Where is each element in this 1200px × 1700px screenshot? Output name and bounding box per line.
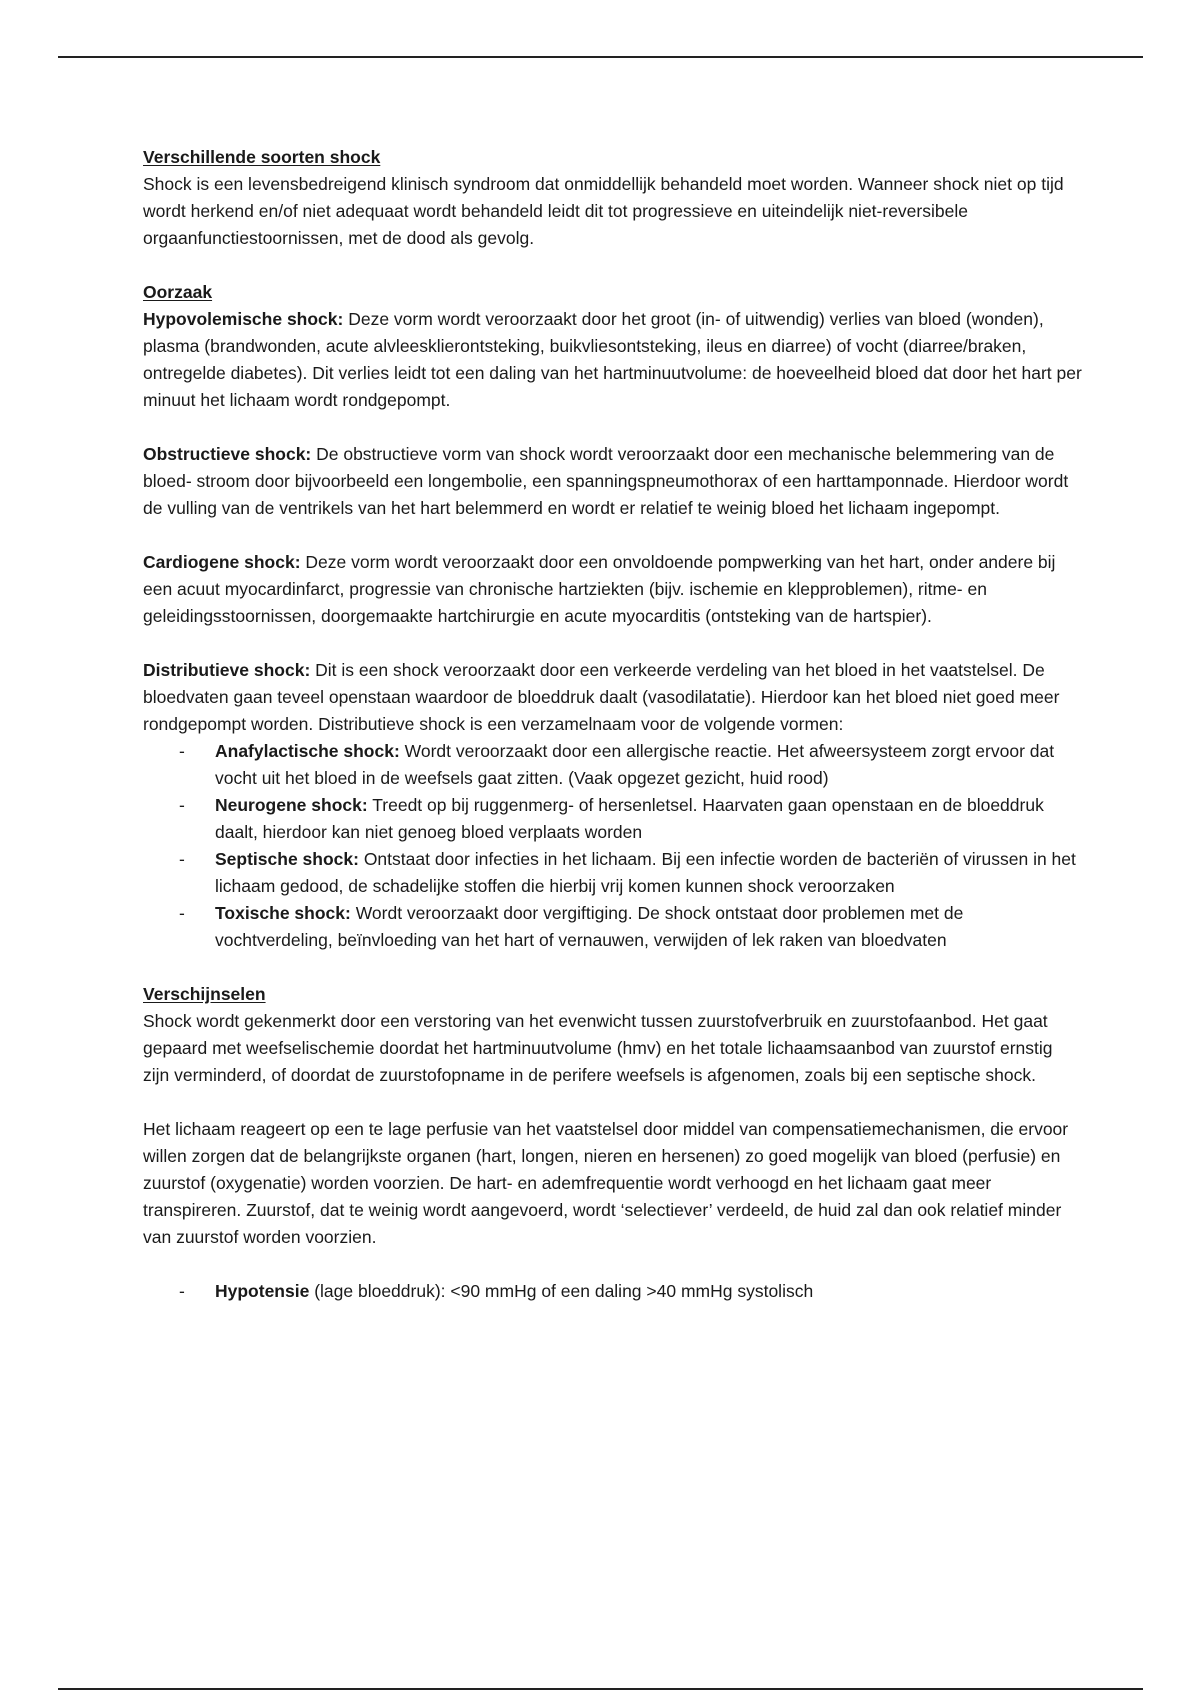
term-cardiogeen: Cardiogene shock: <box>143 552 301 572</box>
paragraph-cardiogeen <box>143 549 1083 630</box>
term-hypovolemisch: Hypovolemische shock: <box>143 309 344 329</box>
paragraph-obstructief <box>143 441 1083 522</box>
text-hypotensie: (lage bloeddruk): <90 mmHg of een daling >40 mmHg systolisch <box>309 1281 814 1301</box>
text-obstructief: De obstructieve vorm van shock wordt veroorzaakt door een mechanische belemmering van de bloed- stroom door bijvoorbeeld een longembolie, een spanningspneumothorax of een harttamponnade. Hierdoor wordt de vulling van de ventrikels van het hart belemmerd en wordt er relatief te weinig bloed het lichaam ingepompt. <box>143 444 1069 518</box>
term-anafylactisch: Anafylactische shock: <box>215 741 400 761</box>
section-heading-verschijnselen: Verschijnselen <box>143 984 266 1004</box>
term-neurogeen: Neurogene shock: <box>215 795 368 815</box>
term-hypotensie: Hypotensie <box>215 1281 310 1301</box>
paragraph-distributief <box>143 657 1083 738</box>
term-obstructief: Obstructieve shock: <box>143 444 312 464</box>
paragraph-hypovolemisch <box>143 306 1083 414</box>
term-septisch: Septische shock: <box>215 849 359 869</box>
text-toxisch: Wordt veroorzaakt door vergiftiging. De shock ontstaat door problemen met de vochtverdeling, beïnvloeding van het hart of vernauwen, verwijden of lek raken van bloedvaten <box>215 903 964 950</box>
distributief-list <box>143 738 1083 954</box>
header-rule <box>58 56 1143 58</box>
section-heading-soorten: Verschillende soorten shock <box>143 147 381 167</box>
text-neurogeen: Treedt op bij ruggenmerg- of hersenletsel. Haarvaten gaan openstaan en de bloeddruk daalt, hierdoor kan niet genoeg bloed verplaats worden <box>215 795 1044 842</box>
text-anafylactisch: Wordt veroorzaakt door een allergische reactie. Het afweersysteem zorgt ervoor dat vocht uit het bloed in de weefsels gaat zitten. (Vaak opgezet gezicht, huid rood) <box>215 741 1055 788</box>
paragraph-verschijnselen-1: Shock wordt gekenmerkt door een verstoring van het evenwicht tussen zuurstofverbruik en zuurstofaanbod. Het gaat gepaard met weefselischemie doordat het hartminuutvolume (hmv) en het totale lichaamsaanbod van zuurstof ernstig zijn verminderd, of doordat de zuurstofopname in de perifere weefsels is afgenomen, zoals bij een septische shock. <box>143 1011 1053 1085</box>
list-item <box>215 792 1083 846</box>
text-hypovolemisch: Deze vorm wordt veroorzaakt door het groot (in- of uitwendig) verlies van bloed (wonden), plasma (brandwonden, acute alvleesklierontsteking, buikvliesontsteking, ileus en diarree) of vocht (diarree/braken, ontregelde diabetes). Dit verlies leidt tot een daling van het hartminuutvolume: de hoeveelheid bloed dat door het hart per minuut het lichaam wordt rondgepompt. <box>143 309 1082 410</box>
list-item <box>215 900 1083 954</box>
text-distributief: Dit is een shock veroorzaakt door een verkeerde verdeling van het bloed in het vaatstelsel. De bloedvaten gaan teveel openstaan waardoor de bloeddruk daalt (vasodilatatie). Hierdoor kan het bloed niet goed meer rondgepompt worden. Distributieve shock is een verzamelnaam voor de volgende vormen: <box>143 660 1060 734</box>
paragraph-verschijnselen-2: Het lichaam reageert op een te lage perfusie van het vaatstelsel door middel van compensatiemechanismen, die ervoor willen zorgen dat de belangrijkste organen (hart, longen, nieren en hersenen) zo goed mogelijk van bloed (perfusie) en zuurstof (oxygenatie) worden voorzien. De hart- en ademfrequentie wordt verhoogd en het lichaam gaat meer transpireren. Zuurstof, dat te weinig wordt aangevoerd, wordt ‘selectiever’ verdeeld, de huid zal dan ook relatief minder van zuurstof worden voorzien. <box>143 1119 1069 1247</box>
term-distributief: Distributieve shock: <box>143 660 311 680</box>
list-item <box>215 1278 1083 1305</box>
intro-paragraph: Shock is een levensbedreigend klinisch syndroom dat onmiddellijk behandeld moet worden. Wanneer shock niet op tijd wordt herkend en/of niet adequaat wordt behandeld leidt dit tot progressieve en uiteindelijk niet-reversibele orgaanfunctiestoornissen, met de dood als gevolg. <box>143 174 1064 248</box>
footer-rule <box>58 1688 1143 1690</box>
verschijnselen-list <box>143 1278 1083 1305</box>
text-septisch: Ontstaat door infecties in het lichaam. Bij een infectie worden de bacteriën of virussen in het lichaam gedood, de schadelijke stoffen die hierbij vrij komen kunnen shock veroorzaken <box>215 849 1076 896</box>
list-item <box>215 846 1083 900</box>
document-body <box>143 144 1083 1305</box>
list-item <box>215 738 1083 792</box>
term-toxisch: Toxische shock: <box>215 903 351 923</box>
section-heading-oorzaak: Oorzaak <box>143 282 213 302</box>
text-cardiogeen: Deze vorm wordt veroorzaakt door een onvoldoende pompwerking van het hart, onder andere bij een acuut myocardinfarct, progressie van chronische hartziekten (bijv. ischemie en klepproblemen), ritme- en geleidingsstoornissen, doorgemaakte hartchirurgie en acute myocarditis (ontsteking van de hartspier). <box>143 552 1056 626</box>
